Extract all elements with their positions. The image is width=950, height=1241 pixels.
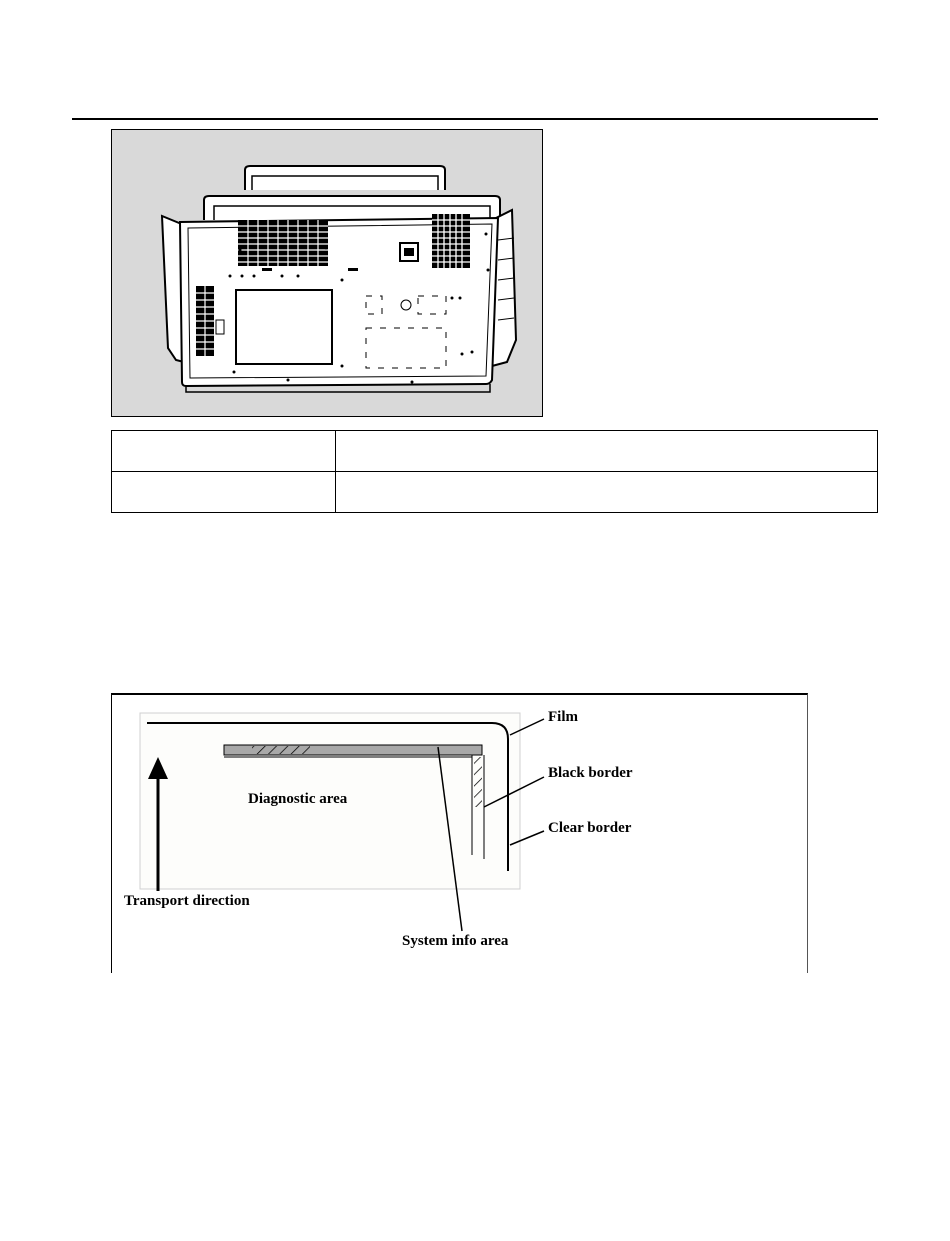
device-rear-illustration — [111, 129, 543, 417]
label-diagnostic-area: Diagnostic area — [248, 791, 348, 807]
table-cell — [112, 472, 336, 513]
table-cell — [336, 472, 878, 513]
label-black-border: Black border — [548, 765, 633, 781]
table-cell — [112, 431, 336, 472]
table-row — [112, 472, 878, 513]
film-layout-drawing — [112, 695, 807, 973]
spec-table — [111, 430, 878, 513]
device-rear-drawing — [112, 130, 542, 416]
film-layout-diagram — [111, 693, 808, 973]
label-film: Film — [548, 709, 578, 725]
table-cell — [336, 431, 878, 472]
label-transport-direction: Transport direction — [124, 893, 250, 909]
label-system-info-area: System info area — [402, 933, 509, 949]
table-row — [112, 431, 878, 472]
header-rule — [72, 118, 878, 120]
label-clear-border: Clear border — [548, 820, 632, 836]
